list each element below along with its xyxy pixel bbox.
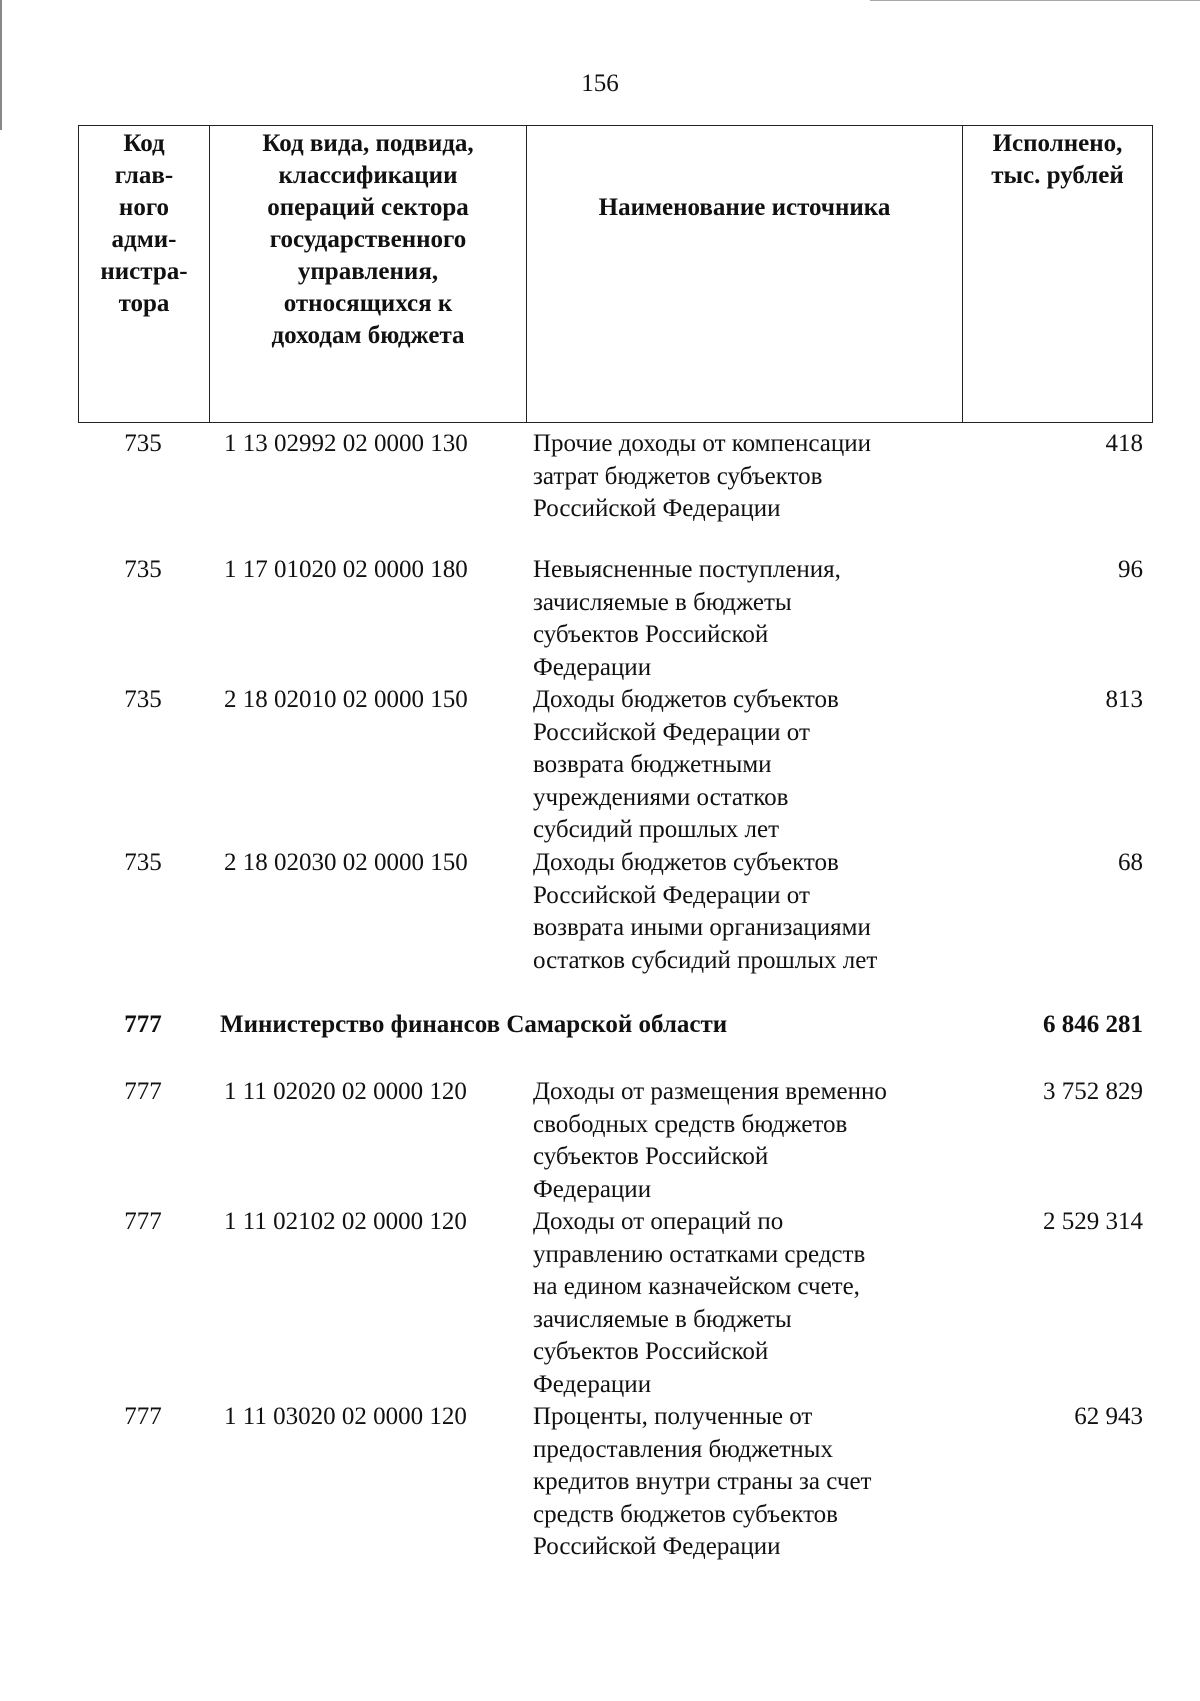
executed-amount: 68 xyxy=(1118,849,1143,876)
header-line: тора xyxy=(118,290,170,317)
scan-edge-left xyxy=(0,0,2,130)
admin-code: 777 xyxy=(124,1403,162,1430)
name-line: Доходы бюджетов субъектов xyxy=(533,849,839,876)
name-line: субсидий прошлых лет xyxy=(533,816,780,843)
page-number: 156 xyxy=(581,70,619,97)
header-line: управления, xyxy=(297,258,439,285)
admin-code: 777 xyxy=(124,1208,162,1235)
header-line: Код вида, подвида, xyxy=(262,130,474,157)
admin-code: 735 xyxy=(124,556,162,583)
classification-code: 1 11 02020 02 0000 120 xyxy=(224,1078,467,1105)
executed-amount: 813 xyxy=(1105,686,1143,713)
name-line: Российской Федерации xyxy=(533,1533,781,1560)
name-line: зачисляемые в бюджеты xyxy=(533,588,792,616)
header-line: нистра- xyxy=(100,258,188,285)
name-line: затрат бюджетов субъектов xyxy=(533,462,823,490)
executed-amount: 96 xyxy=(1118,556,1143,583)
admin-code: 735 xyxy=(124,849,162,876)
name-line: Доходы от операций по xyxy=(533,1208,784,1235)
header-line: Код xyxy=(123,130,165,157)
name-line: возврата иными организациями xyxy=(533,914,871,941)
header-line: операций сектора xyxy=(267,194,469,221)
name-line: на едином казначейском счете, xyxy=(533,1273,860,1300)
executed-amount: 418 xyxy=(1105,430,1143,457)
header-line: доходам бюджета xyxy=(271,322,465,349)
executed-amount: 3 752 829 xyxy=(1043,1078,1143,1105)
name-line: остатков субсидий прошлых лет xyxy=(533,946,878,974)
classification-code: 1 17 01020 02 0000 180 xyxy=(224,556,468,583)
executed-amount: 2 529 314 xyxy=(1043,1208,1143,1235)
table-header xyxy=(78,125,1153,423)
classification-code: 2 18 02030 02 0000 150 xyxy=(224,849,468,876)
executed-amount: 62 943 xyxy=(1074,1403,1143,1430)
name-line: Доходы бюджетов субъектов xyxy=(533,686,839,713)
source-name xyxy=(533,1076,953,1206)
classification-code: 1 11 02102 02 0000 120 xyxy=(224,1208,467,1235)
header-line: Исполнено, xyxy=(992,130,1123,157)
name-line: субъектов Российской xyxy=(533,621,769,648)
name-line: Федерации xyxy=(533,1370,652,1398)
name-line: Российской Федерации xyxy=(533,495,781,522)
name-line: зачисляемые в бюджеты xyxy=(533,1305,792,1333)
scan-edge-top xyxy=(870,0,1200,1)
section-admin-code: 777 xyxy=(124,1011,162,1038)
name-line: возврата бюджетными xyxy=(533,751,772,778)
header-source-name: Наименование источника xyxy=(527,126,963,423)
section-title: Министерство финансов Самарской области xyxy=(220,1011,728,1038)
source-name xyxy=(533,847,953,977)
name-line: учреждениями остатков xyxy=(533,783,789,811)
name-line: субъектов Российской xyxy=(533,1338,769,1365)
name-line: предоставления бюджетных xyxy=(533,1435,833,1463)
header-line: адми- xyxy=(111,226,177,253)
admin-code: 735 xyxy=(124,686,162,713)
header-line: государственного xyxy=(269,226,467,253)
header-type-code xyxy=(210,126,527,423)
name-line: Российской Федерации от xyxy=(533,718,810,746)
header-line: глав- xyxy=(114,162,174,189)
name-line: Доходы от размещения временно xyxy=(533,1078,887,1105)
name-line: управлению остатками средств xyxy=(533,1240,866,1268)
name-line: Российской Федерации от xyxy=(533,881,810,909)
name-line: Федерации xyxy=(533,653,652,681)
header-executed xyxy=(963,126,1153,423)
classification-code: 1 13 02992 02 0000 130 xyxy=(224,430,468,457)
admin-code: 777 xyxy=(124,1078,162,1105)
admin-code: 735 xyxy=(124,430,162,457)
name-line: средств бюджетов субъектов xyxy=(533,1500,838,1528)
classification-code: 2 18 02010 02 0000 150 xyxy=(224,686,468,713)
name-line: Невыясненные поступления, xyxy=(533,556,841,583)
name-line: свободных средств бюджетов xyxy=(533,1110,848,1138)
name-line: субъектов Российской xyxy=(533,1143,769,1170)
name-line: Прочие доходы от компенсации xyxy=(533,430,871,457)
source-name xyxy=(533,1401,953,1564)
source-name xyxy=(533,554,953,684)
header-admin-code xyxy=(79,126,210,423)
header-line: тыс. рублей xyxy=(991,162,1124,189)
header-line: относящихся к xyxy=(283,290,453,317)
header-line: ного xyxy=(118,194,170,221)
source-name xyxy=(533,684,953,847)
name-line: Федерации xyxy=(533,1175,652,1203)
classification-code: 1 11 03020 02 0000 120 xyxy=(224,1403,467,1430)
source-name xyxy=(533,1206,953,1401)
section-amount: 6 846 281 xyxy=(1043,1011,1143,1038)
name-line: Проценты, полученные от xyxy=(533,1403,813,1430)
name-line: кредитов внутри страны за счет xyxy=(533,1468,872,1495)
source-name xyxy=(533,428,953,526)
header-line: классификации xyxy=(278,162,458,189)
